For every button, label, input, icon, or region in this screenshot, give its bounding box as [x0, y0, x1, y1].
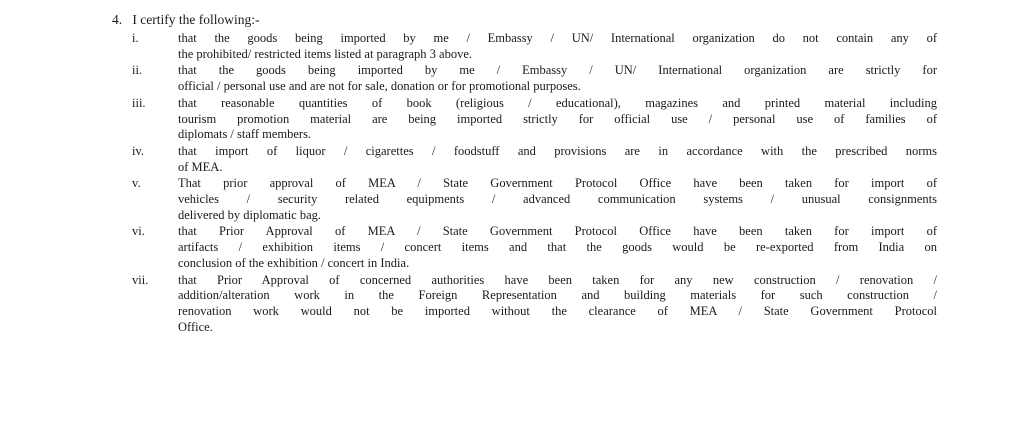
item-numeral: iv.: [132, 143, 145, 158]
certification-item: [112, 224, 937, 271]
item-text-line: vehicles / security related equipments / advanced communication systems / unusual consignments: [178, 192, 937, 207]
item-text: [178, 31, 937, 62]
item-text-line: conclusion of the exhibition / concert in India.: [178, 255, 410, 270]
item-text-line: that Prior Approval of MEA / State Government Protocol Office have been taken for import of: [178, 224, 937, 239]
item-text: [178, 176, 937, 223]
certification-item: [112, 144, 937, 175]
section-number: 4.: [112, 12, 123, 27]
certification-item: [112, 176, 937, 223]
certification-list: [112, 31, 937, 336]
item-text-line: that Prior Approval of concerned authorities have been taken for any new construction / renovation /: [178, 272, 937, 287]
item-text-line: diplomats / staff members.: [178, 127, 312, 142]
item-text-line: official / personal use and are not for sale, donation or for promotional purposes.: [178, 79, 581, 94]
item-numeral: vii.: [132, 272, 149, 287]
section-heading: [112, 10, 259, 29]
item-text-line: the prohibited/ restricted items listed at paragraph 3 above.: [178, 46, 473, 61]
item-text: [178, 96, 937, 143]
item-numeral: vi.: [132, 224, 145, 239]
item-text-line: addition/alteration work in the Foreign Representation and building materials for such construction /: [178, 288, 937, 303]
certification-item: [112, 96, 937, 143]
item-text-line: that the goods being imported by me / Embassy / UN/ International organization are strictly for: [178, 63, 937, 78]
certification-item: [112, 273, 937, 336]
certification-item: [112, 31, 937, 62]
item-numeral: v.: [132, 176, 141, 191]
item-numeral: ii.: [132, 63, 143, 78]
item-text: [178, 224, 937, 271]
section-heading-text: I certify the following:-: [132, 12, 260, 27]
item-text: [178, 63, 937, 94]
certification-item: [112, 63, 937, 94]
item-text-line: tourism promotion material are being imported strictly for official use / personal use of families of: [178, 111, 937, 126]
item-text-line: That prior approval of MEA / State Government Protocol Office have been taken for import of: [178, 176, 937, 191]
item-numeral: iii.: [132, 95, 146, 110]
item-numeral: i.: [132, 31, 139, 45]
item-text-line: artifacts / exhibition items / concert items and that the goods would be re-exported from India on: [178, 240, 937, 255]
item-text-line: of MEA.: [178, 159, 223, 174]
item-text-line: that reasonable quantities of book (religious / educational), magazines and printed material including: [178, 95, 937, 110]
item-text-line: renovation work would not be imported without the clearance of MEA / State Government Protocol: [178, 303, 937, 318]
item-text: [178, 273, 937, 336]
item-text: [178, 144, 937, 175]
item-text-line: delivered by diplomatic bag.: [178, 207, 322, 222]
item-text-line: that import of liquor / cigarettes / foodstuff and provisions are in accordance with the prescribed norms: [178, 143, 937, 158]
item-text-line: that the goods being imported by me / Embassy / UN/ International organization do not contain any of: [178, 31, 937, 45]
item-text-line: Office.: [178, 319, 213, 334]
